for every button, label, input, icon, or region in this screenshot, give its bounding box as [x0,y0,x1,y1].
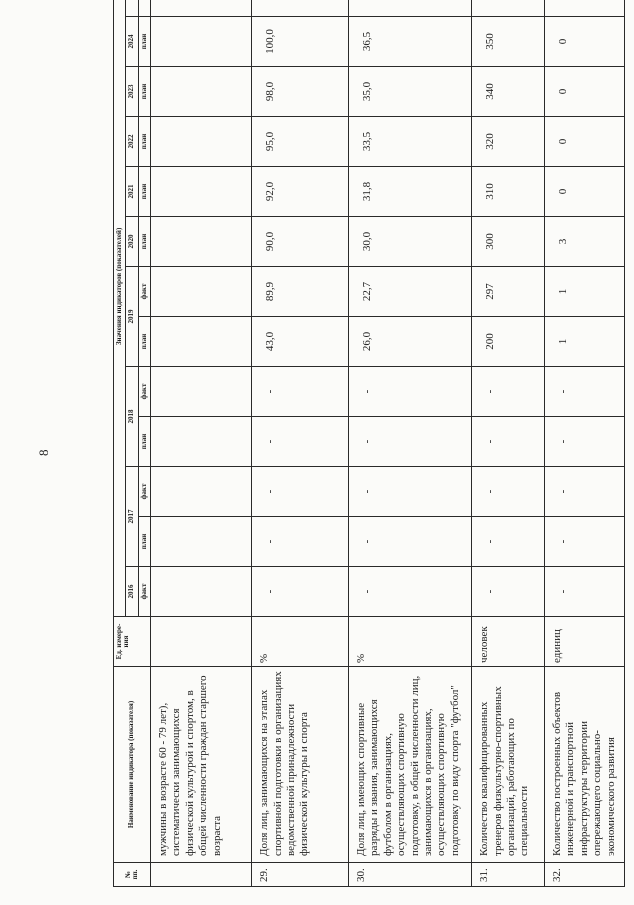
value-cell: 0 [544,17,624,67]
value-cell [151,117,252,167]
value-cell: - [349,467,472,517]
row-number: 31. [472,863,545,887]
indicator-name: Доля лиц, имеющих спортивные разряды и звания, занимающихся футболом в организациях, осуществляющих спортивную подготовку, в общей численности лиц, занимающихся в организациях, осуществляющих спортивную подготовку по виду спорта "футбол" [349,667,472,863]
value-cell: 1 [544,267,624,317]
unit-of-measure: человек [472,617,545,667]
year-2020: 2020 [126,217,138,267]
value-cell: 35,0 [349,67,472,117]
subheader-plan: план [138,67,150,117]
table-row [544,0,624,887]
unit-of-measure [151,617,252,667]
value-cell: 89,9 [252,267,349,317]
subheader-fact: факт [138,467,150,517]
subheader-plan: план [138,167,150,217]
value-cell [151,67,252,117]
year-2023: 2023 [126,67,138,117]
value-cell: - [252,517,349,567]
unit-of-measure: % [349,617,472,667]
year-2022: 2022 [126,117,138,167]
unit-of-measure: % [252,617,349,667]
value-cell: 90,0 [252,217,349,267]
subheader-plan: план [138,317,150,367]
value-cell: 95,0 [252,117,349,167]
subheader-plan: план [138,517,150,567]
value-cell [544,0,624,17]
row-number: 29. [252,863,349,887]
value-cell [151,467,252,517]
value-cell [349,0,472,17]
value-cell: - [472,467,545,517]
value-cell [252,0,349,17]
value-cell: - [252,367,349,417]
value-cell: 30,0 [349,217,472,267]
table-row [472,0,545,887]
subheader-fact: факт [138,267,150,317]
header-unit: Ед. измере-ния [114,617,151,667]
value-cell: 26,0 [349,317,472,367]
value-cell [151,417,252,467]
subheader-plan: план [138,217,150,267]
row-number: 32. [544,863,624,887]
value-cell [151,17,252,67]
subheader-fact: факт [138,567,150,617]
value-cell: - [544,517,624,567]
year-2018: 2018 [126,367,138,467]
value-cell: 297 [472,267,545,317]
value-cell: - [252,467,349,517]
value-cell: 350 [472,17,545,67]
value-cell [151,267,252,317]
value-cell: - [544,367,624,417]
indicator-table [113,0,625,887]
value-cell: - [472,367,545,417]
value-cell [472,0,545,17]
table-row [151,0,252,887]
subheader-plan: план [138,17,150,67]
value-cell: - [472,417,545,467]
value-cell: - [472,567,545,617]
table-row [252,0,349,887]
value-cell: 43,0 [252,317,349,367]
indicator-name: Количество построенных объектов инженерной и транспортной инфраструктуры территории опережающего социально-экономического развития [544,667,624,863]
value-cell: 320 [472,117,545,167]
value-cell: - [544,467,624,517]
value-cell: 22,7 [349,267,472,317]
value-cell: 33,5 [349,117,472,167]
value-cell: 3 [544,217,624,267]
value-cell: - [544,567,624,617]
header-no: № пп. [114,863,151,887]
row-number: 30. [349,863,472,887]
value-cell: 36,5 [349,17,472,67]
value-cell: - [252,417,349,467]
year-2025 [126,0,138,17]
value-cell [151,0,252,17]
value-cell: 310 [472,167,545,217]
header-name: Наименование индикатора (показателя) [114,667,151,863]
value-cell [151,217,252,267]
subheader-plan [138,0,150,17]
value-cell: 300 [472,217,545,267]
year-2017: 2017 [126,467,138,567]
value-cell: 92,0 [252,167,349,217]
value-cell: 340 [472,67,545,117]
subheader-plan: план [138,117,150,167]
value-cell: 1 [544,317,624,367]
value-cell: 0 [544,117,624,167]
value-cell [151,317,252,367]
value-cell: 98,0 [252,67,349,117]
value-cell: - [472,517,545,567]
indicator-name: Доля лиц, занимающихся на этапах спортивной подготовки в организациях ведомственной принадлежности физической культуры и спорта [252,667,349,863]
value-cell [151,567,252,617]
value-cell: - [544,417,624,467]
value-cell: 100,0 [252,17,349,67]
year-2021: 2021 [126,167,138,217]
value-cell: 0 [544,67,624,117]
indicator-name: Количество квалифицированных тренеров физкультурно-спортивных организаций, работающих по специальности [472,667,545,863]
page-number: 8 [36,449,51,457]
value-cell: - [349,417,472,467]
subheader-fact: факт [138,367,150,417]
value-cell: - [349,367,472,417]
indicator-table-rotated [113,7,625,887]
header-values: Значения индикаторов (показателей) [114,0,126,617]
year-2019: 2019 [126,267,138,367]
indicator-name: мужчины в возрасте 60 - 79 лет), систематически занимающихся физической культурой и спортом, в общей численности граждан старшего возраста [151,667,252,863]
year-2024: 2024 [126,17,138,67]
value-cell: - [349,517,472,567]
value-cell: - [349,567,472,617]
value-cell: - [252,567,349,617]
subheader-plan: план [138,417,150,467]
unit-of-measure: единиц [544,617,624,667]
value-cell: 0 [544,167,624,217]
value-cell: 200 [472,317,545,367]
table-row [349,0,472,887]
value-cell [151,167,252,217]
row-number [151,863,252,887]
value-cell [151,367,252,417]
value-cell [151,517,252,567]
value-cell: 31,8 [349,167,472,217]
year-2016: 2016 [126,567,138,617]
